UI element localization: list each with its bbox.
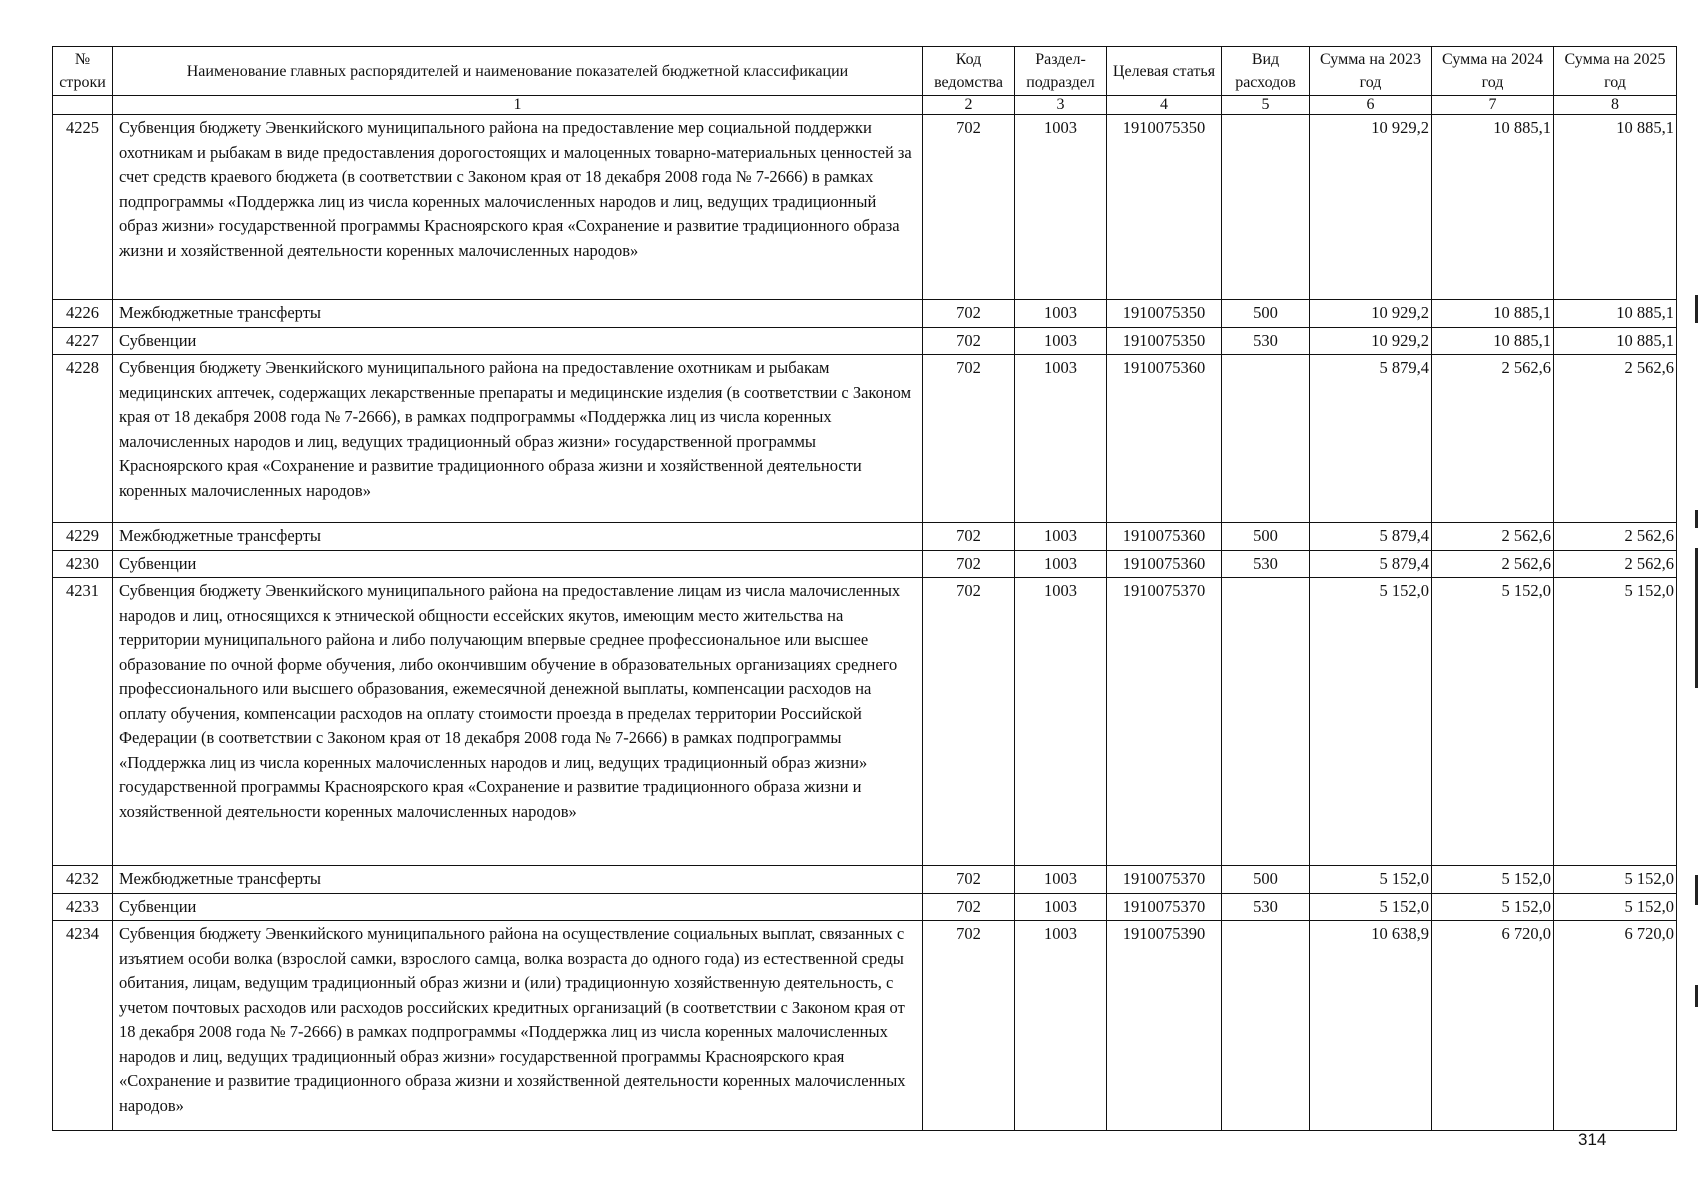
column-number-row <box>53 96 1677 115</box>
row-number: 4232 <box>53 866 113 894</box>
expense-type <box>1222 115 1310 300</box>
expense-type: 500 <box>1222 523 1310 551</box>
budget-table <box>52 46 1677 1131</box>
dept-code: 702 <box>923 866 1015 894</box>
table-row <box>53 893 1677 921</box>
table-row <box>53 115 1677 300</box>
sum-2023: 5 879,4 <box>1310 550 1432 578</box>
row-number: 4226 <box>53 300 113 328</box>
target-item: 1910075390 <box>1107 921 1222 1131</box>
sum-2025: 5 152,0 <box>1554 866 1677 894</box>
dept-code: 702 <box>923 300 1015 328</box>
row-number: 4230 <box>53 550 113 578</box>
expense-type: 500 <box>1222 300 1310 328</box>
dept-code: 702 <box>923 523 1015 551</box>
indicator-name: Субвенция бюджету Эвенкийского муниципального района на предоставление охотникам и рыбакам медицинских аптечек, содержащих лекарственные препараты и медицинские изделия (в соответствии с Законом края от 18 декабря 2008 года № 7-2666), в рамках подпрограммы «Поддержка лиц из числа коренных малочисленных народов и лиц, ведущих традиционный образ жизни» государственной программы Красноярского края «Сохранение и развитие традиционного образа жизни и хозяйственной деятельности коренных малочисленных народов» <box>113 355 923 523</box>
scan-edge-mark <box>1695 295 1698 323</box>
header-sum-2025: Сумма на 2025 год <box>1554 47 1677 96</box>
indicator-name: Субвенция бюджету Эвенкийского муниципального района на предоставление лицам из числа малочисленных народов и лиц, относящихся к этнической общности ессейских якутов, имеющим место жительства на территории муниципального района и либо получающим впервые среднее профессиональное или высшее образование по очной форме обучения, либо окончившим обучение в образовательных организациях среднего профессионального или высшего образования, ежемесячной денежной выплаты, компенсации расходов на оплату обучения, компенсации расходов на оплату стоимости проезда в пределах территории Российской Федерации (в соответствии с Законом края от 18 декабря 2008 года № 7-2666) в рамках подпрограммы «Поддержка лиц из числа коренных малочисленных народов и лиц, ведущих традиционный образ жизни» государственной программы Красноярского края «Сохранение и развитие традиционного образа жизни и хозяйственной деятельности коренных малочисленных народов» <box>113 578 923 866</box>
table-row <box>53 866 1677 894</box>
dept-code: 702 <box>923 115 1015 300</box>
target-item: 1910075350 <box>1107 327 1222 355</box>
indicator-name: Субвенция бюджету Эвенкийского муниципального района на предоставление мер социальной поддержки охотникам и рыбакам в виде предоставления дорогостоящих и малоценных товарно-материальных ценностей за счет средств краевого бюджета (в соответствии с Законом края от 18 декабря 2008 года № 7-2666) в рамках подпрограммы «Поддержка лиц из числа коренных малочисленных народов и лиц, ведущих традиционный образ жизни» государственной программы Красноярского края «Сохранение и развитие традиционного образа жизни и хозяйственной деятельности коренных малочисленных народов» <box>113 115 923 300</box>
table-row <box>53 327 1677 355</box>
sum-2024: 5 152,0 <box>1432 893 1554 921</box>
header-name: Наименование главных распорядителей и наименование показателей бюджетной классификации <box>113 47 923 96</box>
sum-2025: 6 720,0 <box>1554 921 1677 1131</box>
col-number: 3 <box>1015 96 1107 115</box>
col-number <box>53 96 113 115</box>
section-code: 1003 <box>1015 550 1107 578</box>
table-row <box>53 355 1677 523</box>
col-number: 5 <box>1222 96 1310 115</box>
col-number: 1 <box>113 96 923 115</box>
sum-2024: 10 885,1 <box>1432 115 1554 300</box>
target-item: 1910075350 <box>1107 115 1222 300</box>
dept-code: 702 <box>923 893 1015 921</box>
sum-2025: 2 562,6 <box>1554 550 1677 578</box>
section-code: 1003 <box>1015 921 1107 1131</box>
col-number: 2 <box>923 96 1015 115</box>
dept-code: 702 <box>923 578 1015 866</box>
col-number: 4 <box>1107 96 1222 115</box>
sum-2024: 2 562,6 <box>1432 355 1554 523</box>
sum-2024: 6 720,0 <box>1432 921 1554 1131</box>
sum-2024: 2 562,6 <box>1432 550 1554 578</box>
header-expense-type: Вид расходов <box>1222 47 1310 96</box>
indicator-name: Субвенции <box>113 893 923 921</box>
target-item: 1910075370 <box>1107 893 1222 921</box>
sum-2024: 10 885,1 <box>1432 300 1554 328</box>
sum-2025: 10 885,1 <box>1554 300 1677 328</box>
sum-2025: 2 562,6 <box>1554 355 1677 523</box>
col-number: 8 <box>1554 96 1677 115</box>
header-sum-2023: Сумма на 2023 год <box>1310 47 1432 96</box>
target-item: 1910075360 <box>1107 523 1222 551</box>
header-section: Раздел-подраздел <box>1015 47 1107 96</box>
section-code: 1003 <box>1015 866 1107 894</box>
expense-type: 500 <box>1222 866 1310 894</box>
sum-2023: 5 152,0 <box>1310 578 1432 866</box>
target-item: 1910075350 <box>1107 300 1222 328</box>
sum-2025: 5 152,0 <box>1554 893 1677 921</box>
table-row <box>53 550 1677 578</box>
indicator-name: Субвенция бюджету Эвенкийского муниципального района на осуществление социальных выплат, связанных с изъятием особи волка (взрослой самки, взрослого самца, волка возраста до одного года) из естественной среды обитания, лицам, ведущим традиционный образ жизни и (или) традиционную хозяйственную деятельность, с учетом почтовых расходов или расходов российских кредитных организаций (в соответствии с Законом края от 18 декабря 2008 года № 7-2666) в рамках подпрограммы «Поддержка лиц из числа коренных малочисленных народов и лиц, ведущих традиционный образ жизни» государственной программы Красноярского края «Сохранение и развитие традиционного образа жизни и хозяйственной деятельности коренных малочисленных народов» <box>113 921 923 1131</box>
scan-edge-mark <box>1695 985 1698 1007</box>
section-code: 1003 <box>1015 893 1107 921</box>
budget-table-sheet <box>52 46 1676 1131</box>
header-target-item: Целевая статья <box>1107 47 1222 96</box>
sum-2023: 10 929,2 <box>1310 327 1432 355</box>
expense-type: 530 <box>1222 327 1310 355</box>
section-code: 1003 <box>1015 523 1107 551</box>
dept-code: 702 <box>923 921 1015 1131</box>
row-number: 4234 <box>53 921 113 1131</box>
sum-2023: 5 152,0 <box>1310 893 1432 921</box>
table-body <box>53 115 1677 1131</box>
col-number: 6 <box>1310 96 1432 115</box>
sum-2023: 10 929,2 <box>1310 115 1432 300</box>
table-row <box>53 578 1677 866</box>
sum-2023: 10 929,2 <box>1310 300 1432 328</box>
indicator-name: Субвенции <box>113 327 923 355</box>
page-number: 314 <box>1578 1130 1607 1149</box>
table-row <box>53 300 1677 328</box>
target-item: 1910075370 <box>1107 866 1222 894</box>
sum-2025: 2 562,6 <box>1554 523 1677 551</box>
indicator-name: Межбюджетные трансферты <box>113 300 923 328</box>
dept-code: 702 <box>923 355 1015 523</box>
indicator-name: Субвенции <box>113 550 923 578</box>
table-row <box>53 523 1677 551</box>
sum-2024: 5 152,0 <box>1432 578 1554 866</box>
expense-type: 530 <box>1222 893 1310 921</box>
dept-code: 702 <box>923 550 1015 578</box>
indicator-name: Межбюджетные трансферты <box>113 866 923 894</box>
target-item: 1910075370 <box>1107 578 1222 866</box>
sum-2024: 2 562,6 <box>1432 523 1554 551</box>
expense-type <box>1222 578 1310 866</box>
scan-edge-mark <box>1695 510 1698 528</box>
sum-2025: 10 885,1 <box>1554 327 1677 355</box>
table-row <box>53 921 1677 1131</box>
header-row <box>53 47 1677 96</box>
row-number: 4228 <box>53 355 113 523</box>
sum-2023: 10 638,9 <box>1310 921 1432 1131</box>
section-code: 1003 <box>1015 355 1107 523</box>
header-row-no: № строки <box>53 47 113 96</box>
col-number: 7 <box>1432 96 1554 115</box>
section-code: 1003 <box>1015 115 1107 300</box>
section-code: 1003 <box>1015 578 1107 866</box>
sum-2025: 5 152,0 <box>1554 578 1677 866</box>
row-number: 4231 <box>53 578 113 866</box>
row-number: 4225 <box>53 115 113 300</box>
row-number: 4229 <box>53 523 113 551</box>
target-item: 1910075360 <box>1107 355 1222 523</box>
sum-2024: 5 152,0 <box>1432 866 1554 894</box>
sum-2023: 5 879,4 <box>1310 523 1432 551</box>
header-dept-code: Код ведомства <box>923 47 1015 96</box>
target-item: 1910075360 <box>1107 550 1222 578</box>
row-number: 4227 <box>53 327 113 355</box>
row-number: 4233 <box>53 893 113 921</box>
header-sum-2024: Сумма на 2024 год <box>1432 47 1554 96</box>
indicator-name: Межбюджетные трансферты <box>113 523 923 551</box>
dept-code: 702 <box>923 327 1015 355</box>
sum-2023: 5 879,4 <box>1310 355 1432 523</box>
section-code: 1003 <box>1015 327 1107 355</box>
scan-edge-mark <box>1695 875 1698 905</box>
sum-2024: 10 885,1 <box>1432 327 1554 355</box>
sum-2025: 10 885,1 <box>1554 115 1677 300</box>
section-code: 1003 <box>1015 300 1107 328</box>
sum-2023: 5 152,0 <box>1310 866 1432 894</box>
expense-type <box>1222 355 1310 523</box>
expense-type: 530 <box>1222 550 1310 578</box>
expense-type <box>1222 921 1310 1131</box>
scan-edge-mark <box>1695 548 1698 688</box>
